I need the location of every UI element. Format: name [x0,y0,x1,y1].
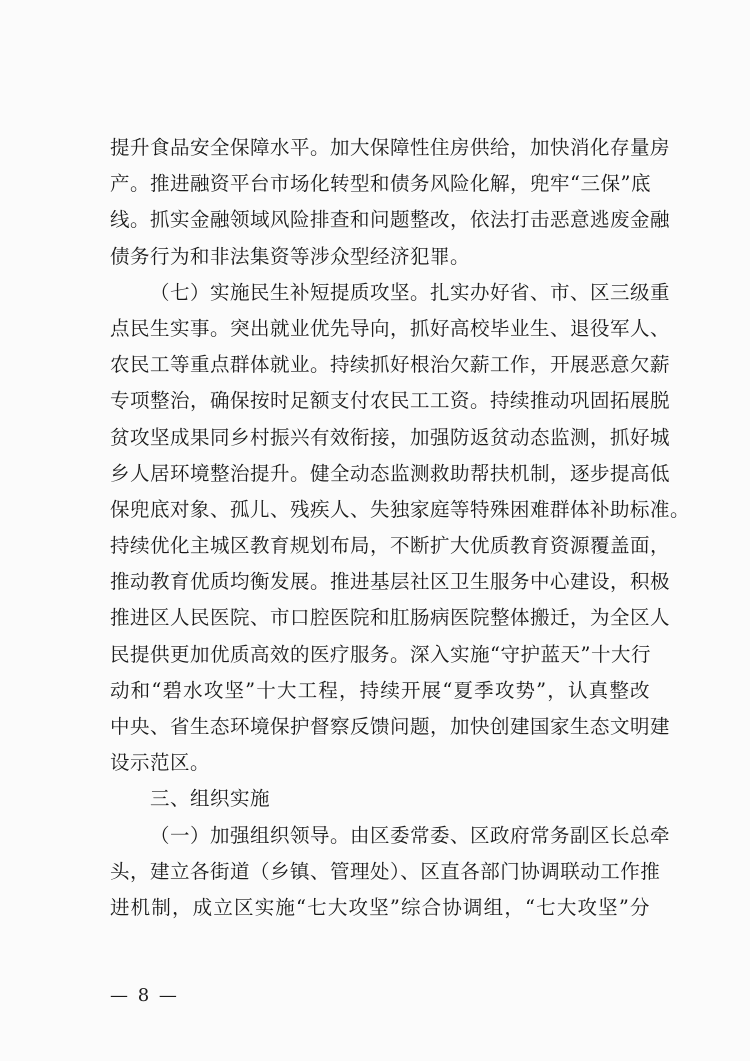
text-line: 保兜底对象、孤儿、残疾人、失独家庭等特殊困难群体补助标准。 [110,497,691,521]
text-line: 动和“碧水攻坚”十大工程，持续开展“夏季攻势”，认真整改 [110,678,650,702]
text-line: 持续优化主城区教育规划布局，不断扩大优质教育资源覆盖面， [110,534,671,558]
text-line: 推进区人民医院、市口腔医院和肛肠病医院整体搬迁，为全区人 [110,606,671,630]
section-heading: 三、组织实施 [150,787,271,811]
text-line: 进机制，成立区实施“七大攻坚”综合协调组，“七大攻坚”分 [110,895,650,919]
text-line: 贫攻坚成果同乡村振兴有效衔接，加强防返贫动态监测，抓好城 [110,425,671,449]
document-body [110,130,691,926]
text-line: 提升食品安全保障水平。加大保障性住房供给，加快消化存量房 [110,136,671,159]
text-line: 债务行为和非法集资等涉众型经济犯罪。 [110,244,471,268]
text-line: 线。抓实金融领域风险排查和问题整改，依法打击恶意逃废金融 [110,208,671,232]
text-line: 中央、省生态环境保护督察反馈问题，加快创建国家生态文明建 [110,715,671,738]
page-number: — 8 — [110,985,179,1006]
paragraph-block-1 [110,130,691,781]
text-line: 推动教育优质均衡发展。推进基层社区卫生服务中心建设，积极 [110,570,671,594]
text-line: 乡人居环境整治提升。健全动态监测救助帮扶机制，逐步提高低 [110,461,671,485]
text-line: 产。推进融资平台市场化转型和债务风险化解，兜牢“三保”底 [110,172,651,196]
text-line: 专项整治，确保按时足额支付农民工工资。持续推动巩固拓展脱 [110,389,671,413]
text-line: 头，建立各街道（乡镇、管理处）、区直各部门协调联动工作推 [110,859,661,883]
text-line: 民提供更加优质高效的医疗服务。深入实施“守护蓝天”十大行 [110,642,651,666]
paragraph-block-2 [110,818,671,927]
text-line: （七）实施民生补短提质攻坚。扎实办好省、市、区三级重 [150,280,671,304]
text-line: （一）加强组织领导。由区委常委、区政府常务副区长总牵 [150,823,671,847]
text-line: 点民生实事。突出就业优先导向，抓好高校毕业生、退役军人、 [110,316,671,340]
text-line: 设示范区。 [110,751,211,775]
text-line: 农民工等重点群体就业。持续抓好根治欠薪工作，开展恶意欠薪 [110,353,671,377]
